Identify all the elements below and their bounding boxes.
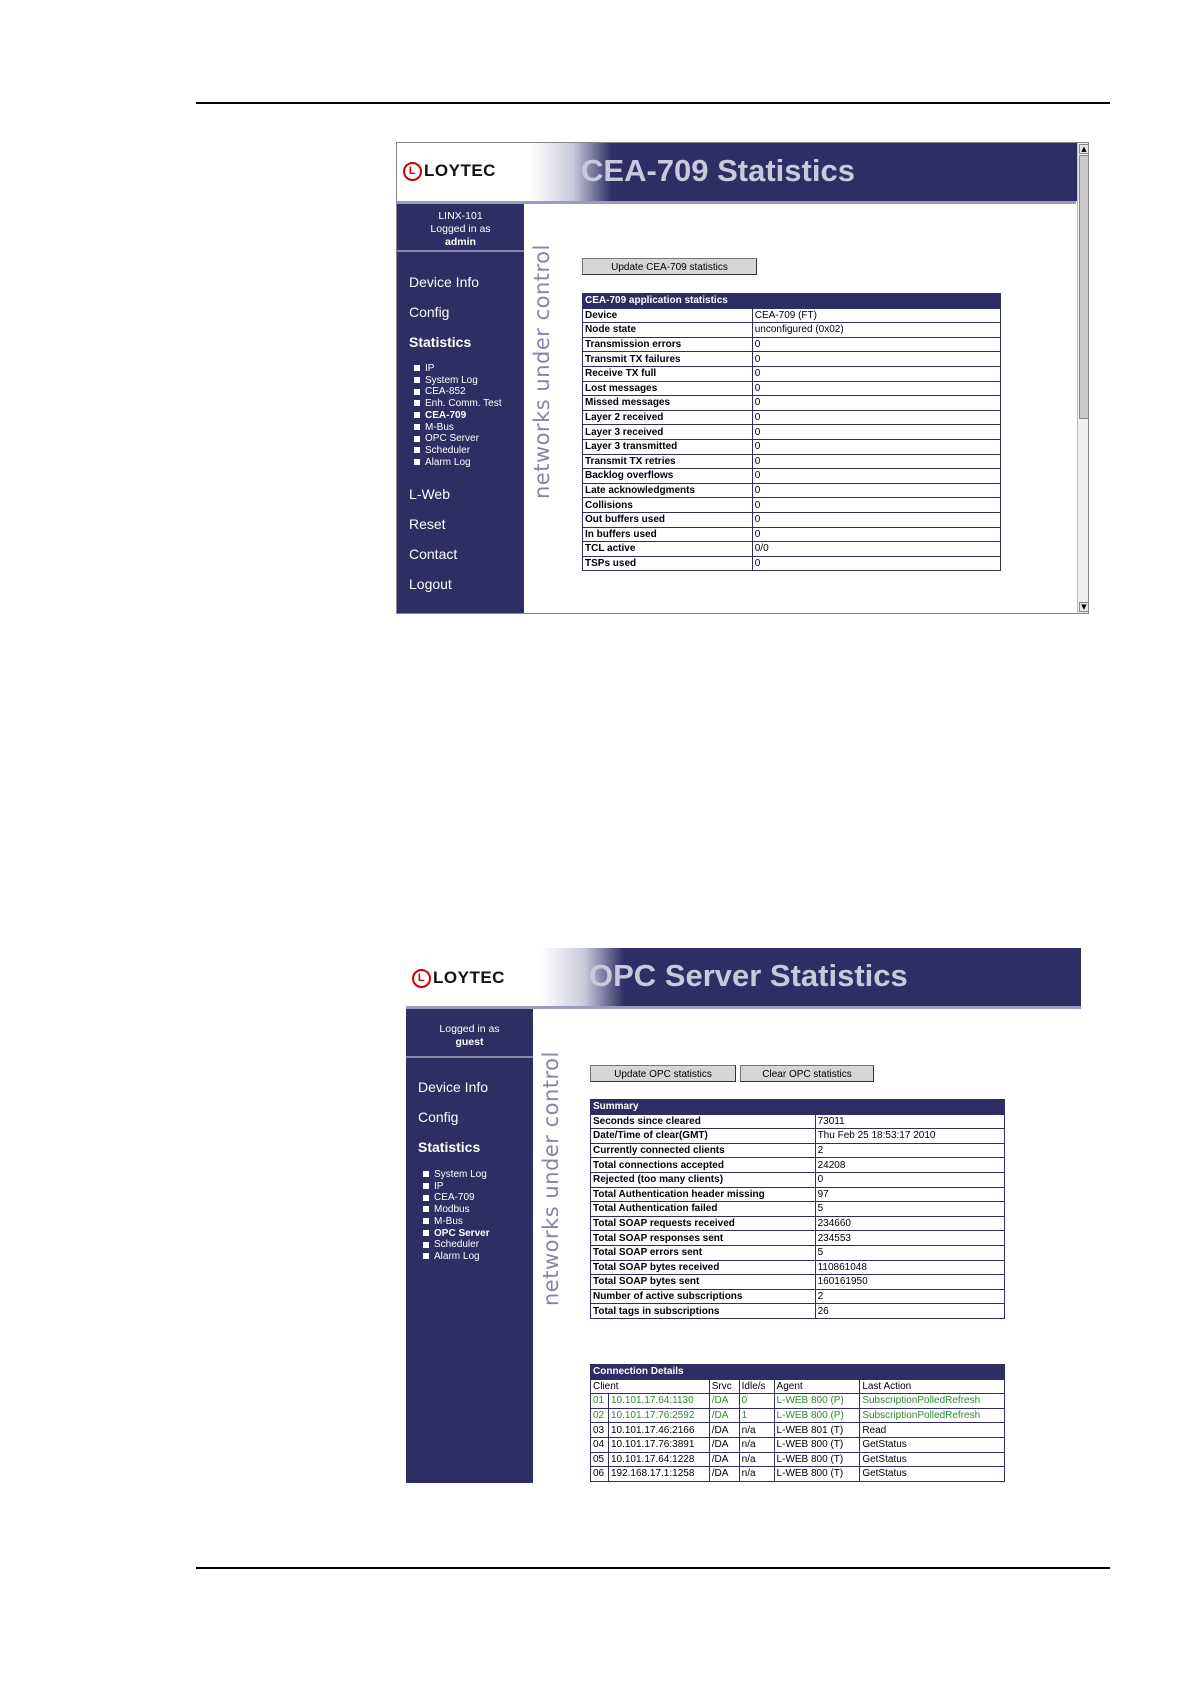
table-row [591, 1289, 1005, 1304]
update-opc-button[interactable]: Update OPC statistics [590, 1065, 736, 1082]
page-title: CEA-709 Statistics [581, 153, 855, 188]
stat-label: Total connections accepted [591, 1158, 816, 1173]
conn-idle: n/a [739, 1423, 774, 1438]
stat-label: Layer 3 received [583, 425, 753, 440]
stat-value: 234660 [815, 1216, 1004, 1231]
conn-service: /DA [709, 1467, 739, 1482]
table-row [591, 1172, 1005, 1187]
conn-service: /DA [709, 1423, 739, 1438]
nav-reset[interactable]: Reset [409, 516, 446, 532]
conn-agent: L-WEB 800 (P) [774, 1394, 860, 1409]
conn-client: 10.101.17.46:2166 [608, 1423, 709, 1438]
nav-config[interactable]: Config [418, 1109, 459, 1125]
stat-label: Node state [583, 323, 753, 338]
stat-label: Total tags in subscriptions [591, 1304, 816, 1319]
submenu-cea709[interactable]: CEA-709 [414, 410, 502, 422]
nav-device-info[interactable]: Device Info [418, 1079, 489, 1095]
conn-agent: L-WEB 800 (T) [774, 1452, 860, 1467]
table-row [591, 1231, 1005, 1246]
stat-value: 0 [752, 454, 1000, 469]
table-row [583, 396, 1001, 411]
table-row [583, 337, 1001, 352]
stat-value: 97 [815, 1187, 1004, 1202]
statistics-submenu [414, 363, 502, 468]
table-row [583, 469, 1001, 484]
table-row [591, 1304, 1005, 1319]
stat-value: 0/0 [752, 542, 1000, 557]
stat-value: 0 [752, 366, 1000, 381]
page-top-rule [196, 102, 1110, 104]
stat-value: 5 [815, 1245, 1004, 1260]
conn-number: 05 [591, 1452, 609, 1467]
connection-row [591, 1467, 1005, 1482]
nav-lweb[interactable]: L-Web [409, 486, 450, 502]
table-row [591, 1245, 1005, 1260]
loytec-logo [403, 161, 496, 181]
table-row [583, 439, 1001, 454]
header-bar [397, 143, 1088, 201]
stat-label: Collisions [583, 498, 753, 513]
table-title: CEA-709 application statistics [583, 294, 1001, 309]
table-row [583, 323, 1001, 338]
stat-label: Transmit TX retries [583, 454, 753, 469]
conn-last-action: GetStatus [860, 1437, 1005, 1452]
stat-label: Total SOAP bytes received [591, 1260, 816, 1275]
scroll-thumb[interactable] [1079, 155, 1089, 419]
stat-label: Late acknowledgments [583, 483, 753, 498]
conn-service: /DA [709, 1408, 739, 1423]
stat-value: 0 [815, 1172, 1004, 1187]
table-row [583, 366, 1001, 381]
stat-label: In buffers used [583, 527, 753, 542]
stat-label: TCL active [583, 542, 753, 557]
stat-value: 0 [752, 337, 1000, 352]
stat-label: Total SOAP responses sent [591, 1231, 816, 1246]
stat-value: 234553 [815, 1231, 1004, 1246]
stat-value: 0 [752, 425, 1000, 440]
stat-label: Total Authentication header missing [591, 1187, 816, 1202]
login-info [406, 1009, 533, 1058]
stat-label: Number of active subscriptions [591, 1289, 816, 1304]
conn-client: 10.101.17.64:1130 [608, 1394, 709, 1409]
submenu-opc-server[interactable]: OPC Server [414, 433, 502, 445]
stat-value: 160161950 [815, 1275, 1004, 1290]
stat-value: 2 [815, 1143, 1004, 1158]
username: admin [445, 236, 476, 248]
submenu-mbus[interactable]: M-Bus [414, 422, 502, 434]
stat-value: 0 [752, 439, 1000, 454]
table-row [591, 1275, 1005, 1290]
clear-opc-button[interactable]: Clear OPC statistics [740, 1065, 874, 1082]
stat-value: 26 [815, 1304, 1004, 1319]
table-row [591, 1260, 1005, 1275]
submenu-alarm-log[interactable]: Alarm Log [414, 457, 502, 469]
nav-statistics[interactable]: Statistics [409, 334, 472, 350]
conn-number: 04 [591, 1437, 609, 1452]
stat-label: Receive TX full [583, 366, 753, 381]
conn-last-action: SubscriptionPolledRefresh [860, 1394, 1005, 1409]
conn-last-action: GetStatus [860, 1467, 1005, 1482]
loytec-logo-mark: L [403, 162, 422, 181]
table-row [583, 425, 1001, 440]
conn-client: 10.101.17.76:2592 [608, 1408, 709, 1423]
scroll-down-icon[interactable]: ▼ [1079, 602, 1089, 612]
col-last-action: Last Action [860, 1379, 1005, 1394]
table-row [583, 352, 1001, 367]
vertical-scrollbar[interactable] [1077, 143, 1089, 613]
conn-last-action: SubscriptionPolledRefresh [860, 1408, 1005, 1423]
submenu-system-log[interactable]: System Log [414, 375, 502, 387]
col-srvc: Srvc [709, 1379, 739, 1394]
conn-client: 10.101.17.76:3891 [608, 1437, 709, 1452]
conn-number: 01 [591, 1394, 609, 1409]
stat-value: 0 [752, 498, 1000, 513]
conn-number: 03 [591, 1423, 609, 1438]
stat-label: Backlog overflows [583, 469, 753, 484]
connection-row [591, 1452, 1005, 1467]
stat-value: 0 [752, 381, 1000, 396]
conn-idle: n/a [739, 1467, 774, 1482]
nav-device-info[interactable]: Device Info [409, 274, 480, 290]
table-row [591, 1202, 1005, 1217]
conn-idle: n/a [739, 1437, 774, 1452]
table-row [583, 308, 1001, 323]
page-title: OPC Server Statistics [589, 958, 908, 993]
submenu-mbus[interactable]: M-Bus [423, 1216, 490, 1228]
loytec-logo-text: LOYTEC [424, 161, 496, 180]
logged-in-label: Logged in as [439, 1023, 500, 1035]
stat-value: 5 [815, 1202, 1004, 1217]
username: guest [455, 1036, 484, 1048]
conn-service: /DA [709, 1437, 739, 1452]
stat-value: 73011 [815, 1114, 1004, 1129]
col-idle: Idle/s [739, 1379, 774, 1394]
table-row [583, 483, 1001, 498]
loytec-logo [412, 968, 505, 988]
header-bar [406, 948, 1081, 1006]
table-row [583, 410, 1001, 425]
submenu-cea852[interactable]: CEA-852 [414, 386, 502, 398]
tagline: networks under control [539, 1051, 563, 1306]
conn-service: /DA [709, 1394, 739, 1409]
stat-value: 0 [752, 352, 1000, 367]
conn-agent: L-WEB 800 (P) [774, 1408, 860, 1423]
connection-row [591, 1408, 1005, 1423]
device-name: LINX-101 [438, 210, 483, 222]
conn-number: 02 [591, 1408, 609, 1423]
cea709-screenshot [396, 142, 1089, 614]
submenu-ip[interactable]: IP [414, 363, 502, 375]
stat-label: Transmit TX failures [583, 352, 753, 367]
table-row [591, 1129, 1005, 1144]
stat-label: Total SOAP errors sent [591, 1245, 816, 1260]
table-row [583, 512, 1001, 527]
conn-number: 06 [591, 1467, 609, 1482]
conn-last-action: Read [860, 1423, 1005, 1438]
summary-table [590, 1099, 1005, 1319]
cea709-stats-table [582, 293, 1001, 571]
opc-screenshot [406, 948, 1081, 1483]
stat-value: CEA-709 (FT) [752, 308, 1000, 323]
submenu-alarm-log[interactable]: Alarm Log [423, 1251, 490, 1263]
stat-value: 0 [752, 469, 1000, 484]
nav-contact[interactable]: Contact [409, 546, 458, 562]
stat-label: Seconds since cleared [591, 1114, 816, 1129]
submenu-cea709[interactable]: CEA-709 [423, 1192, 490, 1204]
stat-value: 0 [752, 527, 1000, 542]
stat-label: Device [583, 308, 753, 323]
table-row [583, 454, 1001, 469]
summary-title: Summary [591, 1100, 1005, 1115]
conn-agent: L-WEB 800 (T) [774, 1467, 860, 1482]
stat-value: 24208 [815, 1158, 1004, 1173]
table-row [591, 1114, 1005, 1129]
submenu-enh-comm-test[interactable]: Enh. Comm. Test [414, 398, 502, 410]
conn-agent: L-WEB 800 (T) [774, 1437, 860, 1452]
submenu-opc-server[interactable]: OPC Server [423, 1228, 490, 1240]
statistics-submenu [423, 1169, 490, 1263]
conn-title: Connection Details [591, 1365, 1005, 1380]
col-agent: Agent [774, 1379, 860, 1394]
logged-in-label: Logged in as [430, 223, 491, 235]
conn-idle: n/a [739, 1452, 774, 1467]
stat-label: Date/Time of clear(GMT) [591, 1129, 816, 1144]
table-row [583, 381, 1001, 396]
conn-agent: L-WEB 801 (T) [774, 1423, 860, 1438]
stat-label: Total Authentication failed [591, 1202, 816, 1217]
table-row [583, 542, 1001, 557]
stat-value: 0 [752, 556, 1000, 571]
connection-row [591, 1394, 1005, 1409]
stat-label: Transmission errors [583, 337, 753, 352]
sidebar [397, 204, 524, 614]
stat-label: TSPs used [583, 556, 753, 571]
conn-service: /DA [709, 1452, 739, 1467]
stat-value: 0 [752, 396, 1000, 411]
table-row [591, 1158, 1005, 1173]
table-row [583, 556, 1001, 571]
stat-value: unconfigured (0x02) [752, 323, 1000, 338]
stat-value: 2 [815, 1289, 1004, 1304]
stat-label: Total SOAP bytes sent [591, 1275, 816, 1290]
submenu-modbus[interactable]: Modbus [423, 1204, 490, 1216]
sidebar [406, 1009, 533, 1483]
loytec-logo-mark: L [412, 969, 431, 988]
stat-value: 0 [752, 410, 1000, 425]
table-row [583, 498, 1001, 513]
stat-label: Missed messages [583, 396, 753, 411]
stat-label: Currently connected clients [591, 1143, 816, 1158]
conn-client: 10.101.17.64:1228 [608, 1452, 709, 1467]
table-row [591, 1143, 1005, 1158]
stat-label: Layer 3 transmitted [583, 439, 753, 454]
submenu-scheduler[interactable]: Scheduler [423, 1239, 490, 1251]
table-row [583, 527, 1001, 542]
submenu-system-log[interactable]: System Log [423, 1169, 490, 1181]
nav-statistics[interactable]: Statistics [418, 1139, 481, 1155]
connection-row [591, 1423, 1005, 1438]
stat-label: Layer 2 received [583, 410, 753, 425]
table-row [591, 1187, 1005, 1202]
tagline: networks under control [530, 244, 554, 499]
page-bottom-rule [196, 1567, 1110, 1569]
login-info [397, 204, 524, 252]
stat-value: 0 [752, 483, 1000, 498]
stat-value: Thu Feb 25 18:53:17 2010 [815, 1129, 1004, 1144]
stat-value: 0 [752, 512, 1000, 527]
connection-row [591, 1437, 1005, 1452]
stat-label: Total SOAP requests received [591, 1216, 816, 1231]
nav-logout[interactable]: Logout [409, 576, 452, 592]
conn-client: 192.168.17.1:1258 [608, 1467, 709, 1482]
stat-label: Lost messages [583, 381, 753, 396]
table-row [591, 1216, 1005, 1231]
submenu-ip[interactable]: IP [423, 1181, 490, 1193]
stat-label: Out buffers used [583, 512, 753, 527]
stat-label: Rejected (too many clients) [591, 1172, 816, 1187]
submenu-scheduler[interactable]: Scheduler [414, 445, 502, 457]
stat-value: 110861048 [815, 1260, 1004, 1275]
conn-idle: 1 [739, 1408, 774, 1423]
loytec-logo-text: LOYTEC [433, 968, 505, 987]
connection-details-table [590, 1364, 1005, 1482]
scroll-up-icon[interactable]: ▲ [1079, 144, 1089, 154]
update-cea709-button[interactable]: Update CEA-709 statistics [582, 258, 757, 275]
conn-last-action: GetStatus [860, 1452, 1005, 1467]
conn-idle: 0 [739, 1394, 774, 1409]
nav-config[interactable]: Config [409, 304, 450, 320]
col-client: Client [591, 1379, 710, 1394]
